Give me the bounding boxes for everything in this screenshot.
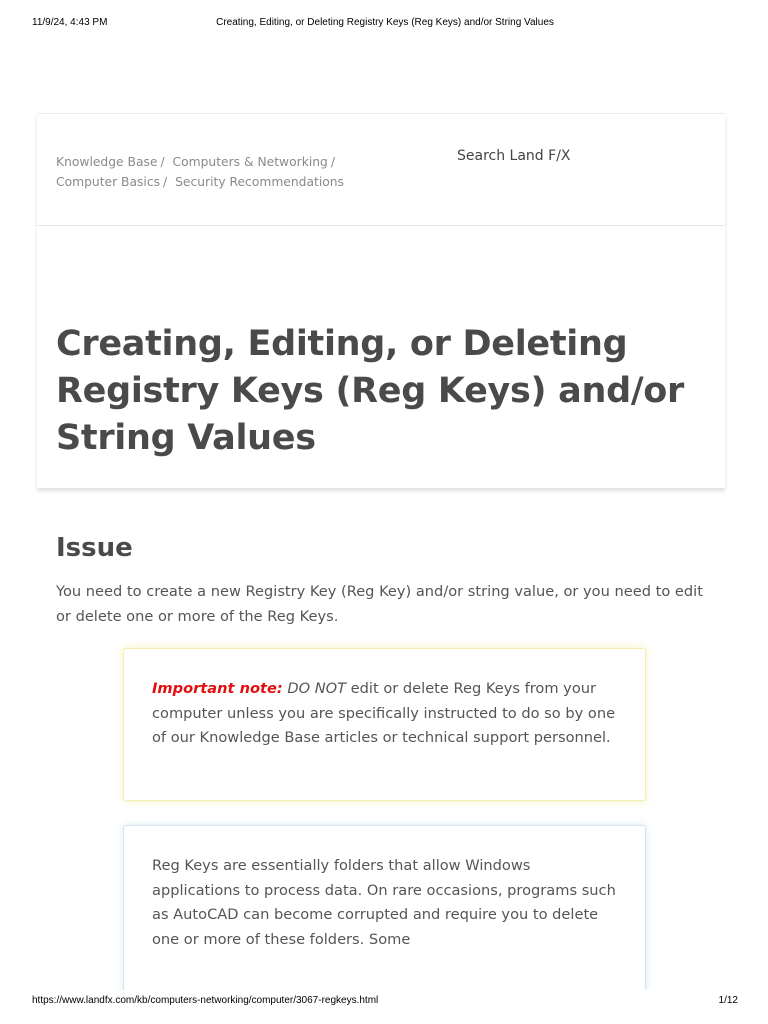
search-link[interactable]: Search Land F/X xyxy=(457,148,571,164)
header-card xyxy=(37,113,725,225)
issue-heading: Issue xyxy=(56,533,133,563)
page-number: 1/12 xyxy=(718,995,738,1006)
page-title: Creating, Editing, or Deleting Registry Keys (Reg Keys) and/or String Values xyxy=(56,324,685,458)
do-not-emphasis: DO NOT xyxy=(287,680,347,697)
issue-text: You need to create a new Registry Key (Reg Key) and/or string value, or you need to edit or delete one or more of the Reg Keys. xyxy=(56,583,703,625)
breadcrumb-knowledge-base[interactable]: Knowledge Base xyxy=(56,155,158,169)
breadcrumb-separator: / xyxy=(330,155,335,169)
print-url: https://www.landfx.com/kb/computers-networking/computer/3067-regkeys.html xyxy=(32,995,379,1006)
info-text: Reg Keys are essentially folders that allow Windows applications to process data. On rare occasions, programs such as AutoCAD can become corrupted and require you to delete one or more of these folders. Some xyxy=(152,857,616,948)
print-doc-title: Creating, Editing, or Deleting Registry Keys (Reg Keys) and/or String Values xyxy=(216,17,554,28)
important-note-body: edit or delete Reg Keys from your computer unless you are specifically instructed to do so by one of our Knowledge Base articles or technical support personnel. xyxy=(152,680,616,746)
print-header xyxy=(32,17,738,31)
breadcrumb xyxy=(56,152,376,192)
important-note-box xyxy=(123,648,646,801)
breadcrumb-computer-basics[interactable]: Computer Basics xyxy=(56,175,161,189)
breadcrumb-computers-networking[interactable]: Computers & Networking xyxy=(172,155,328,169)
print-datetime: 11/9/24, 4:43 PM xyxy=(32,17,108,28)
breadcrumb-separator: / xyxy=(160,155,165,169)
title-card xyxy=(37,226,725,488)
breadcrumb-separator: / xyxy=(163,175,168,189)
print-footer xyxy=(0,990,768,1024)
info-box xyxy=(123,825,646,1005)
important-note-label: Important note: xyxy=(152,680,283,697)
important-note-text xyxy=(152,677,622,751)
breadcrumb-security-recommendations[interactable]: Security Recommendations xyxy=(175,175,344,189)
